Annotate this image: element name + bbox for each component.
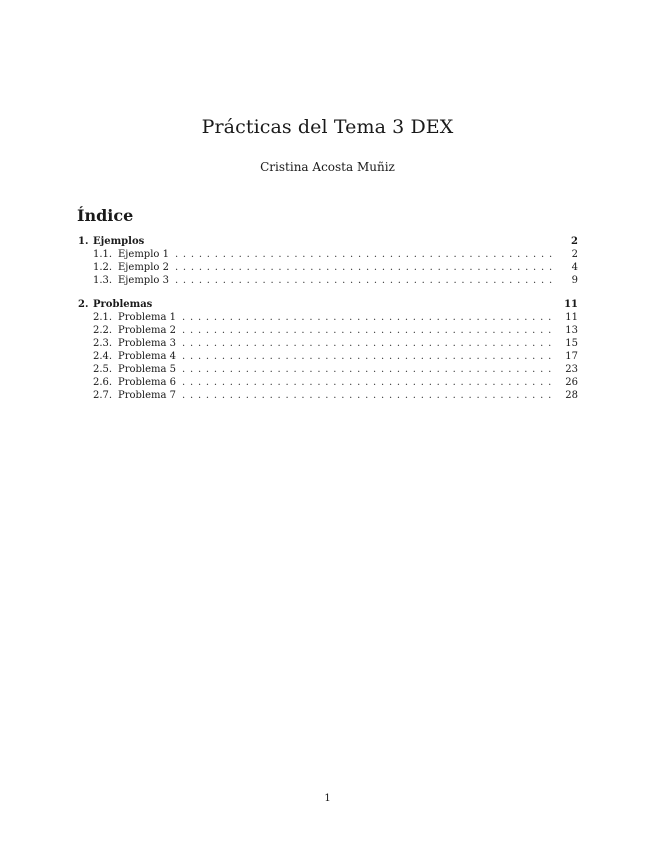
- toc-dot-leader: [182, 311, 556, 324]
- toc-page-ref: 2: [571, 249, 578, 260]
- toc-dot-leader: [182, 363, 556, 376]
- toc-section-ejemplos: [78, 235, 578, 287]
- toc-page-ref: 23: [565, 364, 578, 375]
- toc-entry[interactable]: [78, 324, 578, 337]
- toc-page-ref: 9: [571, 275, 578, 286]
- toc-item-number: 1.2.: [93, 262, 113, 273]
- toc-entry[interactable]: [78, 311, 578, 324]
- toc-item-label: Problema 3: [118, 338, 177, 349]
- toc-item-number: 2.1.: [93, 312, 113, 323]
- toc-item-number: 1.3.: [93, 275, 113, 286]
- toc-dot-leader: [175, 261, 556, 274]
- toc-page-ref: 26: [565, 377, 578, 388]
- toc-page-ref: 4: [571, 262, 578, 273]
- toc-entry[interactable]: [78, 376, 578, 389]
- toc-item-label: Ejemplo 1: [118, 249, 169, 260]
- toc-page-ref: 28: [565, 390, 578, 401]
- toc-dot-leader: [175, 274, 556, 287]
- toc-section-number: 1.: [78, 236, 89, 247]
- toc-entry[interactable]: [78, 298, 578, 311]
- toc-item-number: 2.5.: [93, 364, 113, 375]
- toc-dot-leader: [182, 337, 556, 350]
- document-title: Prácticas del Tema 3 DEX: [201, 116, 454, 138]
- toc-item-number: 2.6.: [93, 377, 113, 388]
- document-author: Cristina Acosta Muñiz: [260, 160, 395, 174]
- toc-heading: Índice: [77, 206, 134, 225]
- toc-dot-leader: [182, 324, 556, 337]
- toc-page-ref: 13: [565, 325, 578, 336]
- toc-item-label: Problema 5: [118, 364, 177, 375]
- toc-page-ref: 11: [565, 312, 578, 323]
- toc-dot-leader: [182, 350, 556, 363]
- toc-item-label: Problema 2: [118, 325, 177, 336]
- toc-dot-leader: [182, 389, 556, 402]
- toc-entry[interactable]: [78, 261, 578, 274]
- toc-item-label: Ejemplo 2: [118, 262, 169, 273]
- toc-entry[interactable]: [78, 389, 578, 402]
- toc-entry[interactable]: [78, 235, 578, 248]
- toc-section-label: Problemas: [93, 299, 153, 310]
- toc-item-label: Problema 1: [118, 312, 177, 323]
- toc-entry[interactable]: [78, 337, 578, 350]
- toc-item-label: Problema 4: [118, 351, 177, 362]
- toc-dot-leader: [175, 248, 556, 261]
- toc-item-label: Ejemplo 3: [118, 275, 169, 286]
- toc-item-number: 2.3.: [93, 338, 113, 349]
- toc-item-number: 2.7.: [93, 390, 113, 401]
- toc-page-ref: 2: [571, 236, 578, 247]
- toc-dot-leader: [182, 376, 556, 389]
- toc-section-label: Ejemplos: [93, 236, 145, 247]
- toc-page-ref: 17: [565, 351, 578, 362]
- table-of-contents: [78, 235, 578, 413]
- page-number: 1: [324, 793, 331, 804]
- toc-item-number: 2.4.: [93, 351, 113, 362]
- toc-item-number: 2.2.: [93, 325, 113, 336]
- toc-page-ref: 11: [564, 299, 578, 310]
- toc-page-ref: 15: [565, 338, 578, 349]
- toc-entry[interactable]: [78, 274, 578, 287]
- toc-item-label: Problema 6: [118, 377, 177, 388]
- toc-item-number: 1.1.: [93, 249, 113, 260]
- toc-entry[interactable]: [78, 248, 578, 261]
- toc-entry[interactable]: [78, 350, 578, 363]
- toc-section-problemas: [78, 298, 578, 402]
- toc-entry[interactable]: [78, 363, 578, 376]
- toc-item-label: Problema 7: [118, 390, 177, 401]
- toc-section-number: 2.: [78, 299, 89, 310]
